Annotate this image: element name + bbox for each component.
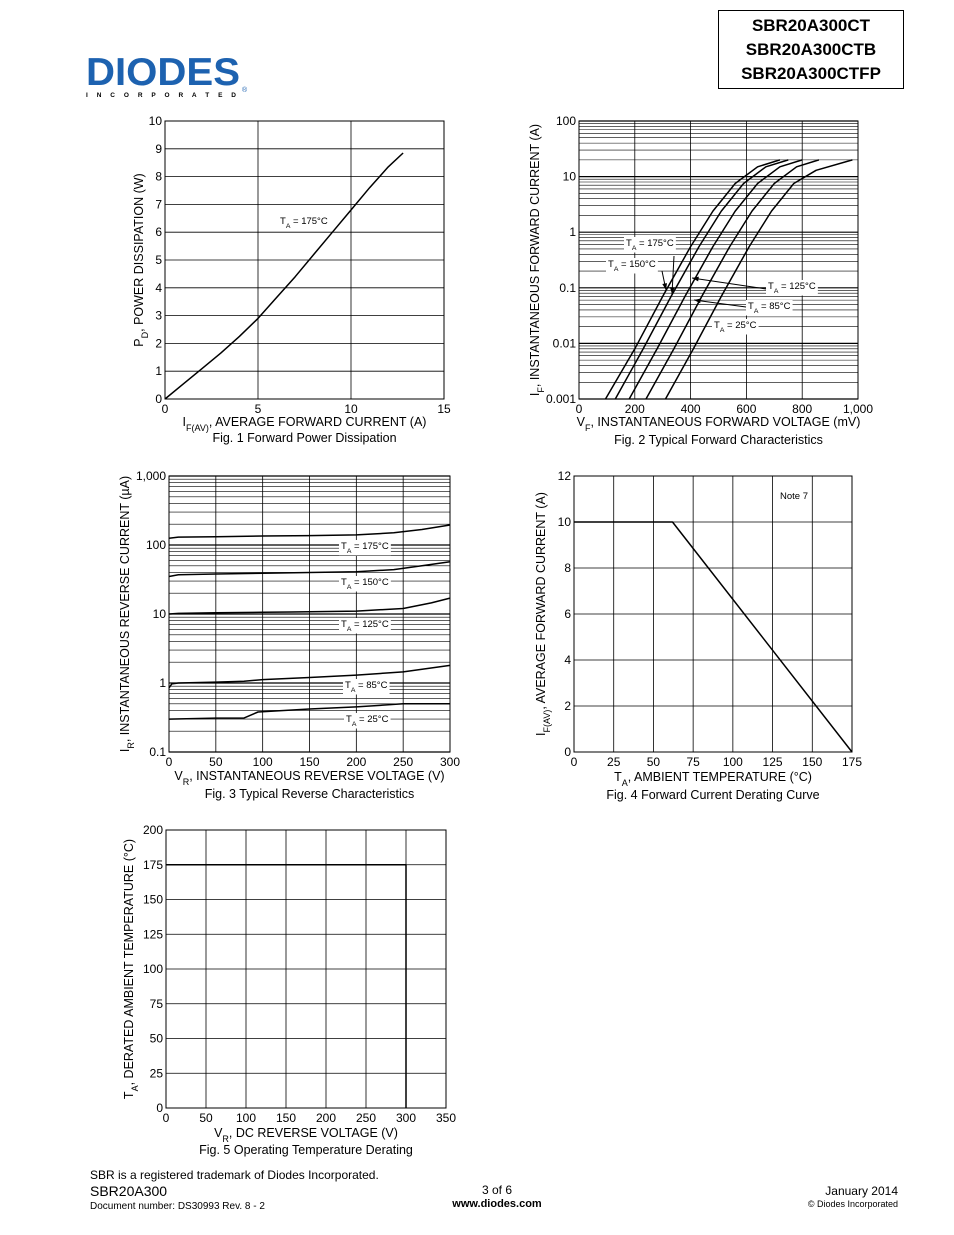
figure-caption: Fig. 3 Typical Reverse Characteristics xyxy=(204,787,415,801)
y-tick-label: 175 xyxy=(142,857,163,872)
y-axis-label: $P_D$, POWER DISSIPATION (W) xyxy=(132,173,150,347)
series-line xyxy=(666,160,853,399)
footer-part: SBR20A300 xyxy=(90,1183,168,1199)
x-tick-label: 150 xyxy=(275,1111,297,1125)
series-label: $T_A = 25^\circ C$ xyxy=(346,714,389,728)
y-tick-label: 0.1 xyxy=(149,745,166,759)
figure-caption: Fig. 1 Forward Power Dissipation xyxy=(212,431,397,445)
series-label: $T_A = 85^\circ C$ xyxy=(748,301,791,315)
y-tick-label: 0.01 xyxy=(552,336,576,351)
x-tick-label: 5 xyxy=(254,402,262,416)
x-tick-label: 100 xyxy=(235,1111,257,1125)
series-label: $T_A = 125^\circ C$ xyxy=(341,619,389,633)
y-tick-label: 10 xyxy=(152,607,166,621)
website-link[interactable]: www.diodes.com xyxy=(452,1198,542,1210)
y-tick-label: 8 xyxy=(155,169,162,184)
fig1-chart xyxy=(132,114,451,445)
x-tick-label: 150 xyxy=(802,755,823,769)
y-tick-label: 125 xyxy=(142,927,163,942)
x-tick-label: 300 xyxy=(439,755,461,769)
part-number: SBR20A300CTB xyxy=(745,40,877,59)
y-tick-label: 5 xyxy=(155,253,162,267)
y-tick-label: 12 xyxy=(557,469,571,483)
figure-caption: Fig. 4 Forward Current Derating Curve xyxy=(606,788,820,802)
y-tick-label: 2 xyxy=(155,336,162,351)
y-tick-label: 1 xyxy=(569,225,576,240)
x-axis-label: $V_R$, DC REVERSE VOLTAGE (V) xyxy=(214,1126,398,1144)
x-tick-label: 600 xyxy=(736,402,757,416)
x-tick-label: 125 xyxy=(762,755,783,769)
y-axis-label: $I_R$, INSTANTANEOUS REVERSE CURRENT (µA) xyxy=(118,475,136,753)
figure-caption: Fig. 2 Typical Forward Characteristics xyxy=(614,433,823,447)
fig3-chart xyxy=(118,469,460,801)
y-tick-label: 2 xyxy=(564,699,571,713)
y-tick-label: 1 xyxy=(159,676,166,690)
x-tick-label: 1,000 xyxy=(842,402,874,416)
label-arrow xyxy=(694,300,746,307)
series-line xyxy=(574,522,852,752)
x-tick-label: 350 xyxy=(435,1111,457,1125)
series-label: $T_A = 175^\circ C$ xyxy=(626,238,674,252)
series-label: $T_A = 175^\circ C$ xyxy=(280,216,328,230)
y-tick-label: 7 xyxy=(155,197,162,212)
y-tick-label: 0 xyxy=(156,1101,163,1115)
y-tick-label: 150 xyxy=(142,892,163,907)
series-line xyxy=(165,153,403,399)
x-tick-label: 0 xyxy=(575,402,583,416)
x-tick-label: 0 xyxy=(162,1111,170,1125)
y-tick-label: 100 xyxy=(142,962,163,976)
y-tick-label: 10 xyxy=(562,169,576,184)
y-tick-label: 1 xyxy=(155,364,162,379)
y-tick-label: 0.001 xyxy=(545,392,576,406)
series-line xyxy=(606,160,780,399)
y-tick-label: 4 xyxy=(155,280,162,295)
x-tick-label: 10 xyxy=(344,402,358,416)
y-tick-label: 75 xyxy=(149,996,163,1011)
part-number: SBR20A300CT xyxy=(751,16,871,35)
x-tick-label: 25 xyxy=(607,755,621,769)
fig2-chart xyxy=(528,114,873,447)
x-tick-label: 250 xyxy=(393,755,414,769)
y-tick-label: 6 xyxy=(564,607,571,621)
x-tick-label: 0 xyxy=(570,755,578,769)
y-tick-label: 4 xyxy=(564,653,571,667)
figure-caption: Fig. 5 Operating Temperature Derating xyxy=(199,1143,413,1157)
y-axis-label: $T_A$, DERATED AMBIENT TEMPERATURE (°C) xyxy=(122,838,140,1100)
y-axis-label: $I_{F(AV)}$, AVERAGE FORWARD CURRENT (A) xyxy=(534,492,552,736)
y-axis-label: $I_F$, INSTANTANEOUS FORWARD CURRENT (A) xyxy=(528,123,546,397)
page-number: 3 of 6 xyxy=(481,1183,513,1197)
y-tick-label: 9 xyxy=(155,141,162,156)
x-axis-label: $T_A$, AMBIENT TEMPERATURE (°C) xyxy=(614,770,812,788)
x-tick-label: 0 xyxy=(165,755,173,769)
x-tick-label: 200 xyxy=(346,755,367,769)
chart-annotation: Note 7 xyxy=(780,491,808,502)
fig4-chart xyxy=(534,469,862,802)
x-tick-label: 50 xyxy=(209,755,223,769)
x-tick-label: 100 xyxy=(252,755,273,769)
y-tick-label: 50 xyxy=(149,1031,163,1046)
series-label: $T_A = 85^\circ C$ xyxy=(345,680,388,694)
series-label: $T_A = 175^\circ C$ xyxy=(341,541,389,555)
footer-date: January 2014 xyxy=(825,1184,898,1198)
x-tick-label: 200 xyxy=(315,1111,337,1125)
y-tick-label: 25 xyxy=(149,1066,163,1081)
logo-subtext: I N C O R P O R A T E D xyxy=(86,92,236,99)
y-tick-label: 6 xyxy=(155,225,162,240)
x-tick-label: 300 xyxy=(395,1111,417,1125)
part-number: SBR20A300CTFP xyxy=(741,64,881,83)
y-tick-label: 0.1 xyxy=(559,280,576,295)
series-line xyxy=(629,160,802,399)
x-tick-label: 200 xyxy=(624,402,645,416)
y-tick-label: 10 xyxy=(557,515,571,529)
registered-mark: ® xyxy=(242,87,248,94)
footer-document: Document number: DS30993 Rev. 8 - 2 xyxy=(90,1201,265,1212)
y-tick-label: 200 xyxy=(142,823,163,837)
series-label: $T_A = 150^\circ C$ xyxy=(608,259,656,273)
x-axis-label: $V_R$, INSTANTANEOUS REVERSE VOLTAGE (V) xyxy=(174,769,445,787)
x-tick-label: 150 xyxy=(299,755,320,769)
fig5-chart xyxy=(122,823,456,1157)
y-tick-label: 100 xyxy=(555,114,576,128)
label-arrowhead xyxy=(694,298,701,303)
series-label: $T_A = 25^\circ C$ xyxy=(714,320,757,334)
series-label: $T_A = 150^\circ C$ xyxy=(341,577,389,591)
footer-copyright: © Diodes Incorporated xyxy=(807,1199,898,1209)
y-tick-label: 1,000 xyxy=(135,469,166,483)
series-label: $T_A = 125^\circ C$ xyxy=(768,281,816,295)
x-tick-label: 0 xyxy=(161,402,169,416)
x-axis-label: $I_{F(AV)}$, AVERAGE FORWARD CURRENT (A) xyxy=(182,415,427,433)
y-tick-label: 0 xyxy=(155,392,162,406)
x-tick-label: 75 xyxy=(686,755,700,769)
x-tick-label: 100 xyxy=(722,755,743,769)
y-tick-label: 10 xyxy=(148,114,162,128)
logo-wordmark: DIODES xyxy=(86,52,240,94)
y-tick-label: 0 xyxy=(564,745,571,759)
x-tick-label: 250 xyxy=(355,1111,377,1125)
x-tick-label: 15 xyxy=(437,402,451,416)
x-tick-label: 50 xyxy=(646,755,661,769)
x-axis-label: $V_F$, INSTANTANEOUS FORWARD VOLTAGE (mV) xyxy=(576,415,861,433)
y-tick-label: 100 xyxy=(145,538,166,552)
y-tick-label: 8 xyxy=(564,561,571,575)
trademark-note: SBR is a registered trademark of Diodes Incorporated. xyxy=(90,1168,379,1182)
x-tick-label: 175 xyxy=(841,755,863,769)
x-tick-label: 50 xyxy=(199,1111,213,1125)
y-tick-label: 3 xyxy=(155,308,162,323)
x-tick-label: 400 xyxy=(680,402,701,416)
x-tick-label: 800 xyxy=(792,402,813,416)
